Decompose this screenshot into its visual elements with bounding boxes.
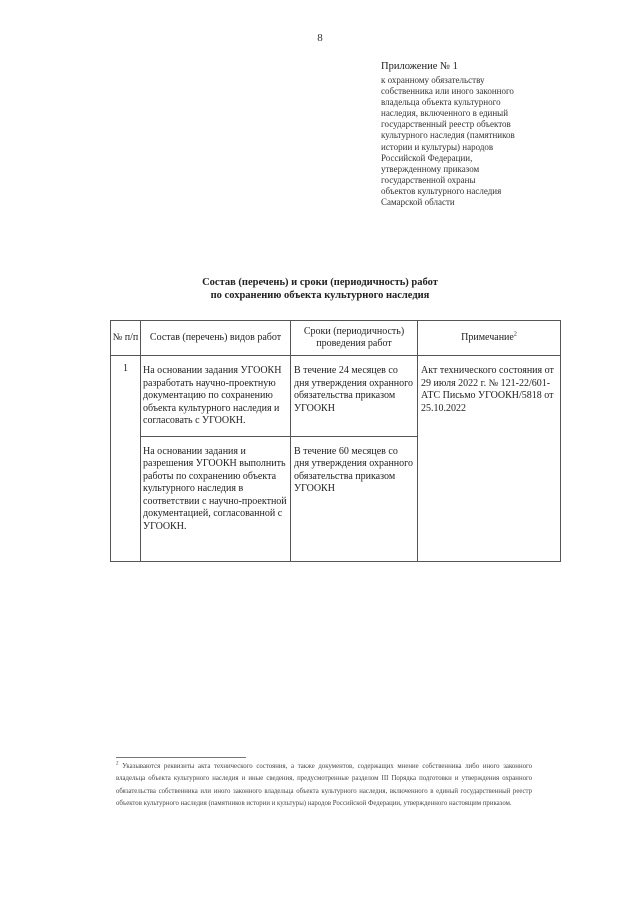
header-note-label: Примечание <box>461 332 514 343</box>
appendix-line: государственный реестр объектов <box>381 119 511 130</box>
cell-composition-text: На основании задания и разрешения УГООКН выполнить работы по сохранению объекта культурного наследия в соответствии с научно-проектной документацией, согласованной с УГООКН. <box>143 445 287 532</box>
appendix-line: утвержденному приказом <box>381 163 480 174</box>
appendix-line: Российской Федерации, <box>381 152 473 163</box>
cell-note-text: Акт технического состояния от 29 июля 2022 г. № 121-22/601-АТС Письмо УГООКН/5818 от 25.10.2022 <box>421 365 554 414</box>
appendix-line: владельца объекта культурного <box>381 97 501 108</box>
document-title-line-2: по сохранению объекта культурного наследия <box>210 290 430 301</box>
table-header-row <box>111 321 561 356</box>
appendix-line: истории и культуры) народов <box>381 141 494 152</box>
appendix-line: объектов культурного наследия <box>381 185 502 196</box>
cell-number-text: 1 <box>123 363 128 374</box>
footnote-number: 2 <box>116 761 119 767</box>
footnote-mark: 2 <box>513 331 517 338</box>
header-number: № п/п <box>111 321 141 356</box>
cell-composition <box>141 436 291 561</box>
cell-terms-text: В течение 24 месяцев со дня утверждения охранного обязательства приказом УГООКН <box>294 365 413 414</box>
appendix-line: государственной охраны <box>381 174 476 185</box>
cell-composition-text: На основании задания УГООКН разработать научно-проектную документацию по сохранению объекта культурного наследия и согласовать с УГООКН. <box>143 365 282 426</box>
page-number: 8 <box>317 32 323 44</box>
appendix-line: собственника или иного законного <box>381 86 514 97</box>
footnote-text: Указываются реквизиты акта технического состояния, а также документов, содержащих мнение собственника либо иного законного владельца объекта культурного наследия и иные сведения, предусмотренные разделом III Порядка подготовки и утверждения охранного обязательства собственника или иного законного владельца объекта культурного наследия, включенного в единый государственный реестр объектов культурного наследия (памятников истории и культуры) народов Российской Федерации, утвержденного настоящим приказом. <box>116 763 532 807</box>
cell-number <box>111 356 141 562</box>
appendix-title: Приложение № 1 <box>381 61 458 72</box>
appendix-line: к охранному обязательству <box>381 75 485 85</box>
cell-terms-text: В течение 60 месяцев со дня утверждения охранного обязательства приказом УГООКН <box>294 445 413 494</box>
document-title-line-1: Состав (перечень) и сроки (периодичность) работ <box>202 277 438 288</box>
header-terms: Сроки (периодичность) проведения работ <box>291 321 418 356</box>
footnote-divider <box>116 757 246 758</box>
cell-terms <box>291 436 418 561</box>
header-note <box>418 321 561 356</box>
cell-composition <box>141 356 291 437</box>
table-row <box>111 356 561 437</box>
header-composition: Состав (перечень) видов работ <box>141 321 291 356</box>
appendix-block <box>381 60 581 208</box>
appendix-line: Самарской области <box>381 197 455 208</box>
appendix-line: наследия, включенного в единый <box>381 108 509 119</box>
document-title <box>0 276 640 302</box>
cell-note <box>418 356 561 562</box>
footnote <box>116 761 532 810</box>
cell-terms <box>291 356 418 437</box>
appendix-line: культурного наследия (памятников <box>381 130 515 141</box>
works-table <box>110 320 561 562</box>
